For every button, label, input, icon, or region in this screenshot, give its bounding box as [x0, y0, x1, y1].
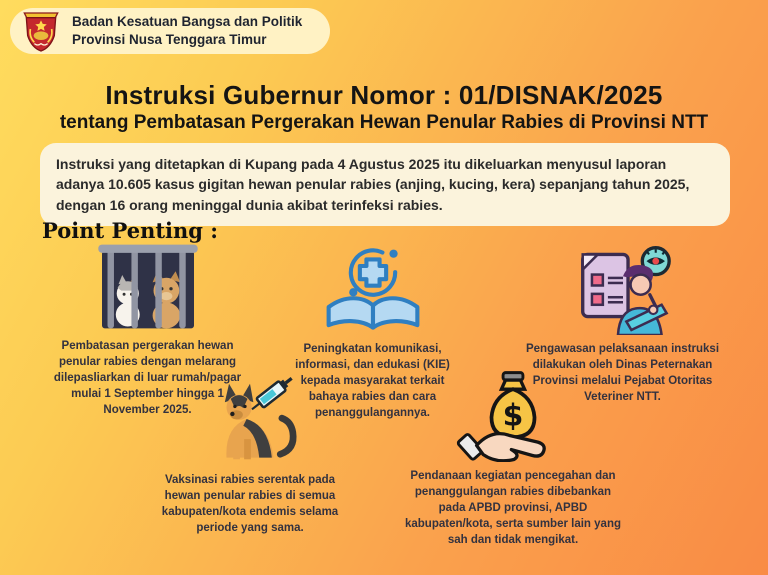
- point-item-vaccination: [150, 372, 350, 536]
- point-item-funding: [404, 366, 622, 548]
- page-title: Instruksi Gubernur Nomor : 01/DISNAK/2025: [105, 80, 663, 110]
- point-text: Pembatasan pergerakan hewan penular rabies dengan melarang dilepasliarkan di luar rumah/pagar mulai 1 September hingga 1 November 2025.: [53, 340, 242, 417]
- ntt-coat-of-arms-logo: [20, 9, 62, 53]
- summary-panel: Instruksi yang ditetapkan di Kupang pada 4 Agustus 2025 itu dikeluarkan menyusul laporan adanya 10.605 kasus gigitan hewan penular rabies (anjing, kucing, kera) sepanjang tahun 2025, dengan 16 orang meninggal dunia akibat terinfeksi rabies.: [40, 143, 730, 226]
- point-text: Vaksinasi rabies serentak pada hewan penular rabies di semua kabupaten/kota endemis selama periode yang sama.: [161, 474, 339, 535]
- caged-cat-and-dog-icon: [85, 240, 211, 332]
- point-text: Peningkatan komunikasi, informasi, dan edukasi (KIE) kepada masyarakat terkait bahaya rabies dan cara penanggulangannya.: [295, 343, 450, 420]
- svg-text:$: $: [502, 398, 524, 434]
- point-text: Pendanaan kegiatan pencegahan dan penanggulangan rabies dibebankan pada APBD provinsi, APBD kabupaten/kota, serta sumber lain yang sah dan tidak mengikat.: [404, 470, 621, 547]
- page-subtitle: tentang Pembatasan Pergerakan Hewan Penular Rabies di Provinsi NTT: [59, 112, 709, 133]
- health-education-book-icon: [314, 243, 432, 335]
- funding-money-bag-hand-icon: [453, 366, 573, 462]
- point-text: Pengawasan pelaksanaan instruksi dilakukan oleh Dinas Peternakan Provinsi melalui Pejabat Otoritas Veteriner NTT.: [525, 343, 720, 404]
- org-badge: [10, 8, 330, 54]
- org-name-line1: Badan Kesatuan Bangsa dan Politik: [72, 14, 303, 30]
- section-heading: Point Penting :: [42, 218, 219, 243]
- supervision-audit-icon: [562, 241, 684, 335]
- dog-vaccination-syringe-icon: [189, 372, 311, 466]
- org-name-line2: Provinsi Nusa Tenggara Timur: [72, 32, 267, 47]
